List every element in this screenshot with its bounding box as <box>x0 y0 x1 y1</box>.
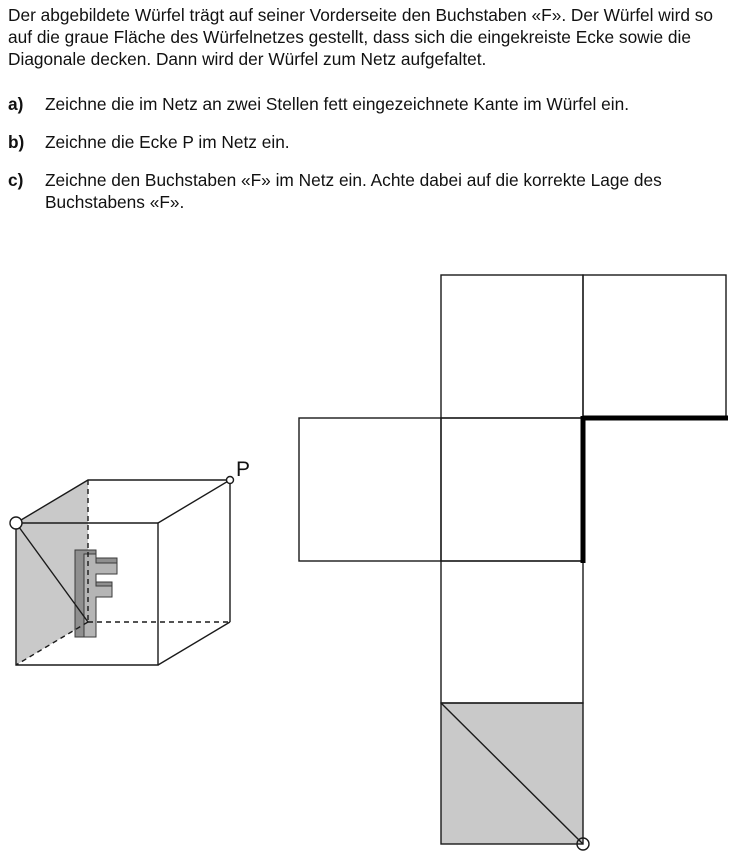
task-a-text: Zeichne die im Netz an zwei Stellen fett eingezeichnete Kante im Würfel ein. <box>45 94 630 114</box>
cube-right-bottom-edge <box>158 622 230 665</box>
cube-net <box>299 275 728 850</box>
net-square-top-right <box>583 275 726 418</box>
net-square-lower <box>441 561 583 703</box>
task-a-letter: a) <box>8 94 24 114</box>
net-square-middle-left <box>299 418 441 561</box>
letter-f-shape <box>84 554 117 637</box>
corner-p-point <box>227 477 234 484</box>
task-c-text: Zeichne den Buchstaben «F» im Netz ein. Achte dabei auf die korrekte Lage des Buchstabens «F». <box>45 170 662 212</box>
corner-p-label: P <box>236 458 251 481</box>
net-square-middle <box>441 418 583 561</box>
cube-drawing <box>10 458 250 665</box>
task-b-letter: b) <box>8 132 25 152</box>
task-c-letter: c) <box>8 170 24 190</box>
intro-paragraph: Der abgebildete Würfel trägt auf seiner Vorderseite den Buchstaben «F». Der Würfel wird so auf die graue Fläche des Würfelnetzes gestellt, dass sich die eingekreiste Ecke sowie die Diagonale decken. Dann wird der Würfel zum Netz aufgefaltet. <box>8 5 714 69</box>
task-b-text: Zeichne die Ecke P im Netz ein. <box>45 132 290 152</box>
net-square-top-left <box>441 275 583 418</box>
cube-marked-corner-circle <box>10 517 22 529</box>
